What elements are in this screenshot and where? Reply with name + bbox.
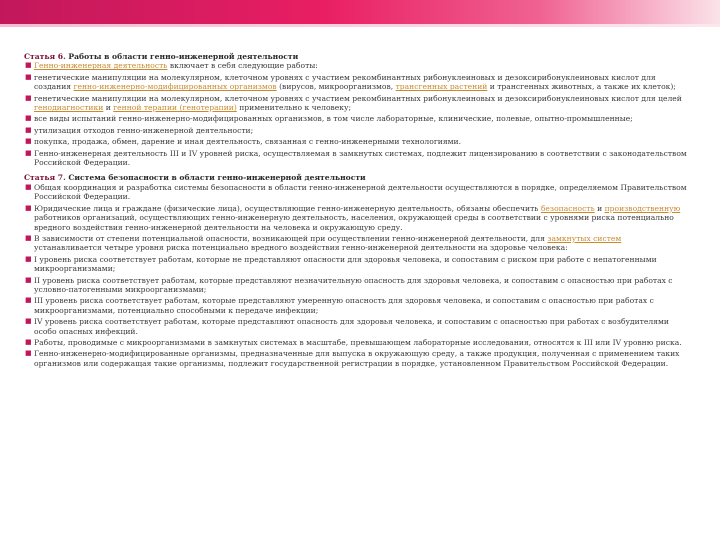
list-item bbox=[24, 234, 690, 253]
item-text: III уровень риска соответствует работам, которые представляют умеренную опасность для здоровья человека, и сопоставим с опасностью при работах с микроорганизмами, потенциально способными к передаче инфекции; bbox=[34, 296, 654, 315]
list-item bbox=[24, 338, 690, 347]
hyperlink[interactable]: генно-инженерно-модифицированных организмов bbox=[73, 82, 277, 92]
hyperlink[interactable]: замкнутых систем bbox=[547, 233, 622, 243]
item-text: генетические манипуляции на молекулярном, клеточном уровнях с участием рекомбинантных рибонуклеиновых и дезоксирибонуклеиновых кислот для создания bbox=[34, 72, 656, 92]
item-text: IV уровень риска соответствует работам, которые представляют опасность для здоровья человека, и сопоставим с опасностью при работах с возбудителями особо опасных инфекций. bbox=[34, 317, 669, 336]
bullet-icon: ■ bbox=[25, 337, 32, 346]
list-item bbox=[24, 61, 690, 70]
bullet-icon: ■ bbox=[25, 233, 32, 242]
list-item bbox=[24, 126, 690, 135]
bullet-icon: ■ bbox=[25, 93, 32, 102]
list-item bbox=[24, 183, 690, 202]
bullet-icon: ■ bbox=[25, 317, 32, 326]
item-text: (вирусов, микроорганизмов, bbox=[276, 82, 396, 92]
item-text: генетические манипуляции на молекулярном, клеточном уровнях с участием рекомбинантных рибонуклеиновых и дезоксирибонуклеиновых кислот для целей bbox=[34, 93, 682, 103]
bullet-icon: ■ bbox=[25, 182, 32, 191]
hyperlink[interactable]: генодиагностики bbox=[34, 103, 104, 113]
bullet-icon: ■ bbox=[25, 254, 32, 263]
list-item bbox=[24, 276, 690, 295]
hyperlink[interactable]: Генно-инженерная деятельность bbox=[34, 61, 168, 71]
bullet-icon: ■ bbox=[25, 203, 32, 212]
item-text: и bbox=[103, 103, 114, 113]
item-text: I уровень риска соответствует работам, которые не представляют опасности для здоровья человека, и сопоставим с риском при работе с непатогенными микроорганизмами; bbox=[34, 254, 657, 274]
item-text: утилизация отходов генно-инженерной деятельности; bbox=[34, 125, 254, 135]
bullet-icon: ■ bbox=[25, 72, 32, 81]
list-item bbox=[24, 73, 690, 92]
bullet-icon: ■ bbox=[25, 275, 32, 284]
item-text: Общая координация и разработка системы безопасности в области генно-инженерной деятельности осуществляются в порядке, определяемом Правительством Российской Федерации. bbox=[34, 182, 687, 202]
list-item bbox=[24, 94, 690, 113]
item-text: и трансгенных животных, а также их клеток); bbox=[487, 82, 676, 92]
header-decorative-band bbox=[0, 0, 720, 24]
hyperlink[interactable]: трансгенных растений bbox=[395, 82, 488, 92]
list-item bbox=[24, 255, 690, 274]
list-item bbox=[24, 149, 690, 168]
item-text: Генно-инженерная деятельность III и IV уровней риска, осуществляемая в замкнутых системах, подлежит лицензированию в соответствии с законодательством Российской Федерации. bbox=[34, 148, 687, 168]
item-text: применительно к человеку; bbox=[236, 103, 352, 113]
hyperlink[interactable]: безопасность bbox=[540, 203, 595, 213]
bullet-icon: ■ bbox=[25, 349, 32, 358]
item-text: Работы, проводимые с микроорганизмами в замкнутых системах в масштабе, превышающем лабораторные исследования, относятся к III или IV уровню риска. bbox=[34, 337, 682, 347]
bullet-icon: ■ bbox=[25, 114, 32, 123]
item-text: покупка, продажа, обмен, дарение и иная деятельность, связанная с генно-инженерными технологиями. bbox=[34, 137, 462, 147]
bullet-icon: ■ bbox=[25, 137, 32, 146]
section-7-heading: Система безопасности в области генно-инженерной деятельности bbox=[68, 173, 366, 183]
section-7-list bbox=[24, 183, 690, 368]
item-text: и bbox=[594, 203, 605, 213]
item-text: II уровень риска соответствует работам, которые представляют незначительную опасность для здоровья человека, и сопоставим с опасностью при работах с условно-патогенными микроорганизмами; bbox=[34, 275, 673, 294]
item-text: включает в себя следующие работы: bbox=[167, 61, 318, 71]
section-7-title bbox=[24, 173, 690, 182]
item-text: Юридические лица и граждане (физические лица), осуществляющие генно-инженерную деятельность, обязаны обеспечить bbox=[34, 203, 541, 213]
list-item bbox=[24, 114, 690, 123]
section-7-number: Статья 7. bbox=[24, 173, 66, 183]
document-body bbox=[24, 52, 690, 374]
bullet-icon: ■ bbox=[25, 125, 32, 134]
section-6-title bbox=[24, 52, 690, 61]
section-6-number: Статья 6. bbox=[24, 52, 66, 61]
bullet-icon: ■ bbox=[25, 148, 32, 157]
item-text: В зависимости от степени потенциальной опасности, возникающей при осуществлении генно-инженерной деятельности, для bbox=[34, 233, 548, 243]
list-item bbox=[24, 317, 690, 336]
list-item bbox=[24, 349, 690, 368]
list-item bbox=[24, 204, 690, 232]
item-text: работников организаций, осуществляющих генно-инженерную деятельность, населения, окружающей среды в соответствии с уровнями риска потенциально вредного воздействия генно-инженерной деятельности на человека и окружающую среду. bbox=[34, 213, 674, 232]
bullet-icon: ■ bbox=[25, 61, 32, 70]
section-6-heading: Работы в области генно-инженерной деятельности bbox=[68, 52, 299, 61]
hyperlink[interactable]: производственную bbox=[604, 203, 681, 213]
bullet-icon: ■ bbox=[25, 296, 32, 305]
list-item bbox=[24, 137, 690, 146]
section-6-list bbox=[24, 61, 690, 167]
item-text: все виды испытаний генно-инженерно-модифицированных организмов, в том числе лабораторные, клинические, полевые, опытно-промышленные; bbox=[34, 114, 633, 124]
item-text: устанавливается четыре уровня риска потенциально вредного воздействия генно-инженерной деятельности на здоровье человека: bbox=[34, 243, 568, 253]
hyperlink[interactable]: генной терапии (генотерапии) bbox=[113, 103, 237, 113]
item-text: Генно-инженерно-модифицированные организмы, предназначенные для выпуска в окружающую среду, а также продукция, полученная с применением таких организмов или содержащая такие организмы, подлежит государственной регистрации в порядке, установленном Правительством Российской Федерации. bbox=[34, 349, 680, 368]
list-item bbox=[24, 296, 690, 315]
